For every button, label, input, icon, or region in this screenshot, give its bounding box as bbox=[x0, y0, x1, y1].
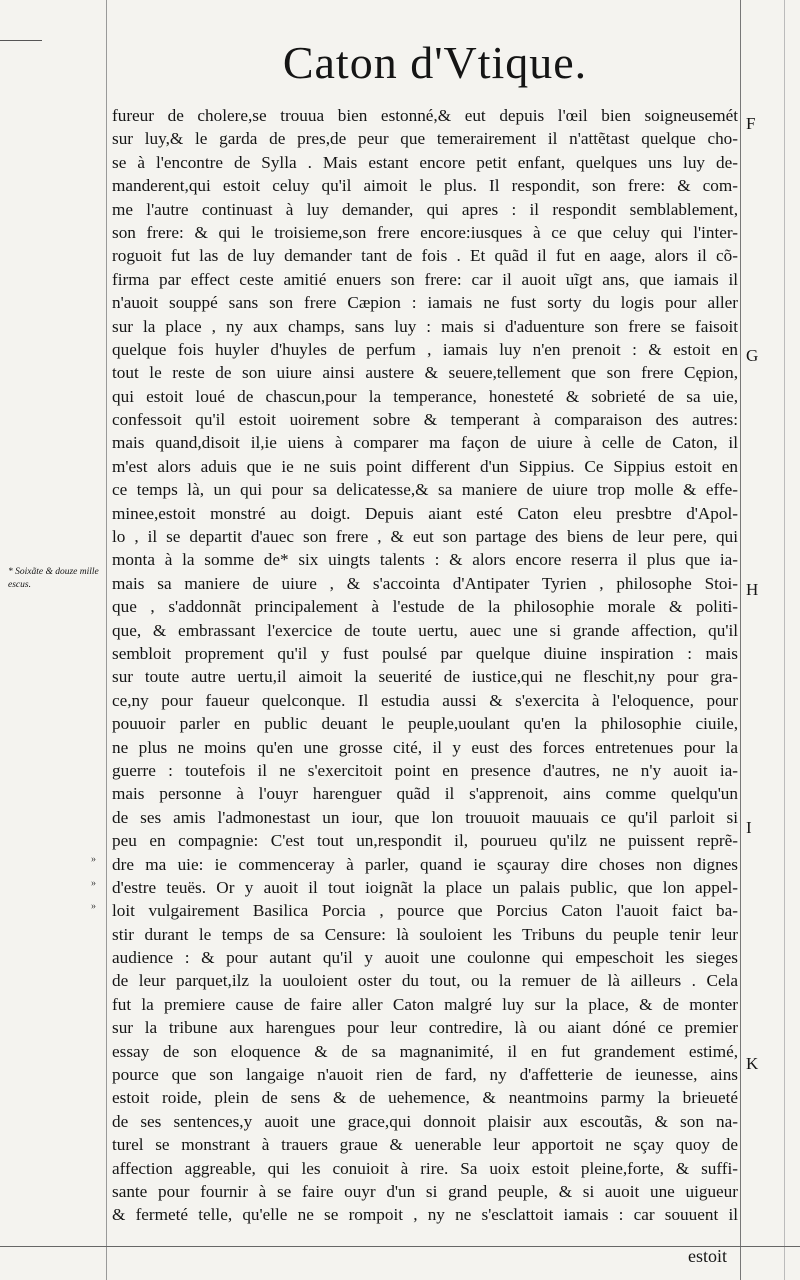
text-line: quelque fois huyler d'huyles de perfum , iamais luy n'en prenoit : & estoit en bbox=[112, 339, 738, 359]
text-line: mais personne à l'ouyr harenguer quãd il s'apprenoit, ains comme quelqu'un bbox=[112, 784, 738, 804]
quote-mark: » bbox=[91, 854, 96, 865]
text-line: son frere: & qui le troisieme,son frere encore:iusques à ce que celuy qui l'inter- bbox=[112, 222, 738, 242]
text-line: & fermeté telle, qu'elle ne se rompoit , ny ne s'esclattoit iamais : car souuent il bbox=[112, 1205, 738, 1225]
text-line: pouuoir parler en public deuant le peuple,uoulant qu'en la philosophie ciuile, bbox=[112, 714, 738, 734]
body-text bbox=[112, 104, 738, 1227]
text-line: minee,estoit monstré au doigt. Depuis aiant esté Caton eleu presbtre d'Apol- bbox=[112, 503, 738, 523]
text-line: guerre : toutefois il ne s'exercitoit point en presence d'autres, ne n'y auoit ia- bbox=[112, 760, 738, 780]
text-line: de ses sentences,y auoit une grace,qui donnoit plaisir aux escoutãs, & son na- bbox=[112, 1111, 738, 1131]
text-line: tout le reste de son uiure ainsi austere & seuere,tellement que son frere Cępion, bbox=[112, 363, 738, 383]
signature-mark: G bbox=[746, 346, 759, 365]
text-line: me l'autre continuast à luy demander, qui apres : il respondit semblablement, bbox=[112, 199, 738, 219]
text-line: d'estre teuës. Or y auoit il tout ioignãt la place un palais public, que lon appel- bbox=[112, 877, 738, 897]
text-line: firma par effect ceste amitié enuers son frere: car il auoit uĩgt ans, que iamais il bbox=[112, 269, 738, 289]
running-head: Caton d'Vtique. bbox=[282, 37, 588, 88]
text-line: de leur parquet,ilz la uouloient oster du tout, ou la remuer de là ailleurs . Cela bbox=[112, 971, 738, 991]
text-line: essay de son eloquence & de sa magnanimité, il en fut grandement estimé, bbox=[112, 1041, 738, 1061]
text-line: turel se monstrant à trauers graue & uenerable leur apportoit ne sçay quoy de bbox=[112, 1135, 738, 1155]
text-line: audience : & pour autant qu'il y auoit une coulonne qui empeschoit les sieges bbox=[112, 948, 738, 968]
text-line: ce temps là, un qui pour sa delicatesse,& sa maniere de uiure trop molle & effe- bbox=[112, 480, 738, 500]
text-line: confessoit qu'il estoit uoirement sobre & temperant à comparaison des autres: bbox=[112, 410, 738, 430]
text-line: stir durant le temps de sa Censure: là souloient les Tribuns du peuple tenir leur bbox=[112, 924, 738, 944]
text-line: sur toute autre uertu,il aimoit la seuerité de iustice,qui ne fleschit,ny pour gra- bbox=[112, 667, 738, 687]
text-line: pource que son langaige n'auoit rien de fard, ny d'affetterie de ieunesse, ains bbox=[112, 1065, 738, 1085]
quote-mark: » bbox=[91, 878, 96, 889]
text-line: ce,ny pour faueur quelconque. Il estudia aussi & s'exercita à l'eloquence, pour bbox=[112, 690, 738, 710]
quote-mark: » bbox=[91, 901, 96, 912]
text-line: roguoit fut las de luy demander tant de fois . Et quãd il fut en aage, alors il cõ- bbox=[112, 246, 738, 266]
text-line: mais sa maniere de uiure , & s'accointa d'Antipater Tyrien , philosophe Stoi- bbox=[112, 573, 738, 593]
text-line: se à l'encontre de Sylla . Mais estant encore petit enfant, quelques uns luy de- bbox=[112, 152, 738, 172]
signature-mark: H bbox=[746, 580, 759, 599]
text-line: que , s'addonnãt principalement à l'estude de la philosophie morale & politi- bbox=[112, 597, 738, 617]
text-line: n'auoit souppé sans son frere Cæpion : iamais ne fust sorty du logis pour aller bbox=[112, 293, 738, 313]
text-line: qui estoit loué de chascun,pour la temperance, honesteté & sobrieté de sa uie, bbox=[112, 386, 738, 406]
signature-mark: F bbox=[746, 114, 756, 133]
text-line: que, & embrassant l'exercice de toute uertu, auec une si grande affection, qu'il bbox=[112, 620, 738, 640]
bottom-rule bbox=[0, 1246, 800, 1247]
catchword: estoit bbox=[688, 1246, 727, 1266]
left-margin-rule bbox=[106, 0, 107, 1280]
text-line: sur luy,& le garda de pres,de peur que temerairement il n'attẽtast quelque cho- bbox=[112, 129, 738, 149]
text-line: loit vulgairement Basilica Porcia , pource que Porcius Caton l'auoit faict ba- bbox=[112, 901, 738, 921]
signature-mark: I bbox=[746, 818, 752, 837]
text-line: sante pour fournir à se faire ouyr d'un si grand peuple, & si auoit une uigueur bbox=[112, 1181, 738, 1201]
text-line: dre ma uie: ie commenceray à parler, quand ie sçauray dire choses non dignes bbox=[112, 854, 738, 874]
text-line: m'est alors aduis que ie ne suis point different d'un Sippius. Ce Sippius estoit en bbox=[112, 456, 738, 476]
text-line: affection aggreable, qui les conuioit à rire. Sa uoix estoit pleine,forte, & suffi- bbox=[112, 1158, 738, 1178]
text-line: mais quand,disoit il,ie uiens à comparer ma façon de uiure à celle de Caton, il bbox=[112, 433, 738, 453]
text-line: sur la place , ny aux champs, sans luy : mais si d'aduenture son frere se faisoit bbox=[112, 316, 738, 336]
text-line: sembloit proprement qu'il y fust poulsé par quelque diuine inspiration : mais bbox=[112, 643, 738, 663]
outer-edge-rule bbox=[784, 0, 785, 1280]
signature-mark: K bbox=[746, 1054, 759, 1073]
text-line: fureur de cholere,se trouua bien estonné,& eut depuis l'œil bien soigneusemét bbox=[112, 106, 738, 125]
text-line: fut la premiere cause de faire aller Caton malgré luy sur la place, & de monter bbox=[112, 994, 738, 1014]
right-margin-rule bbox=[740, 0, 741, 1280]
text-line: ne plus ne moins qu'en une grosse cité, il y eust des forces entretenues pour la bbox=[112, 737, 738, 757]
text-line: sur la tribune aux harengues pour leur contredire, là ou aiant dóné ce premier bbox=[112, 1018, 738, 1038]
margin-note: * Soixãte & douze mille escus. bbox=[8, 567, 99, 590]
text-line: monta à la somme de* six uingts talents : & alors encore reserra il plus que ia- bbox=[112, 550, 738, 570]
text-line: estoit roide, plein de sens & de uehemence, & neantmoins parmy la brieueté bbox=[112, 1088, 738, 1108]
text-line: manderent,qui estoit celuy qu'il aimoit le plus. Il respondit, son frere: & com- bbox=[112, 176, 738, 196]
text-line: de ses amis l'admonestast un iour, que lon trouuoit mauuais ce qu'il parloit si bbox=[112, 807, 738, 827]
text-line: lo , il se departit d'auec son frere , & eut son partage des biens de leur pere, qui bbox=[112, 527, 738, 547]
top-left-rule bbox=[0, 40, 42, 41]
text-line: peu en compagnie: C'est tout un,respondit il, pourueu qu'ilz ne puissent reprẽ- bbox=[112, 831, 738, 851]
